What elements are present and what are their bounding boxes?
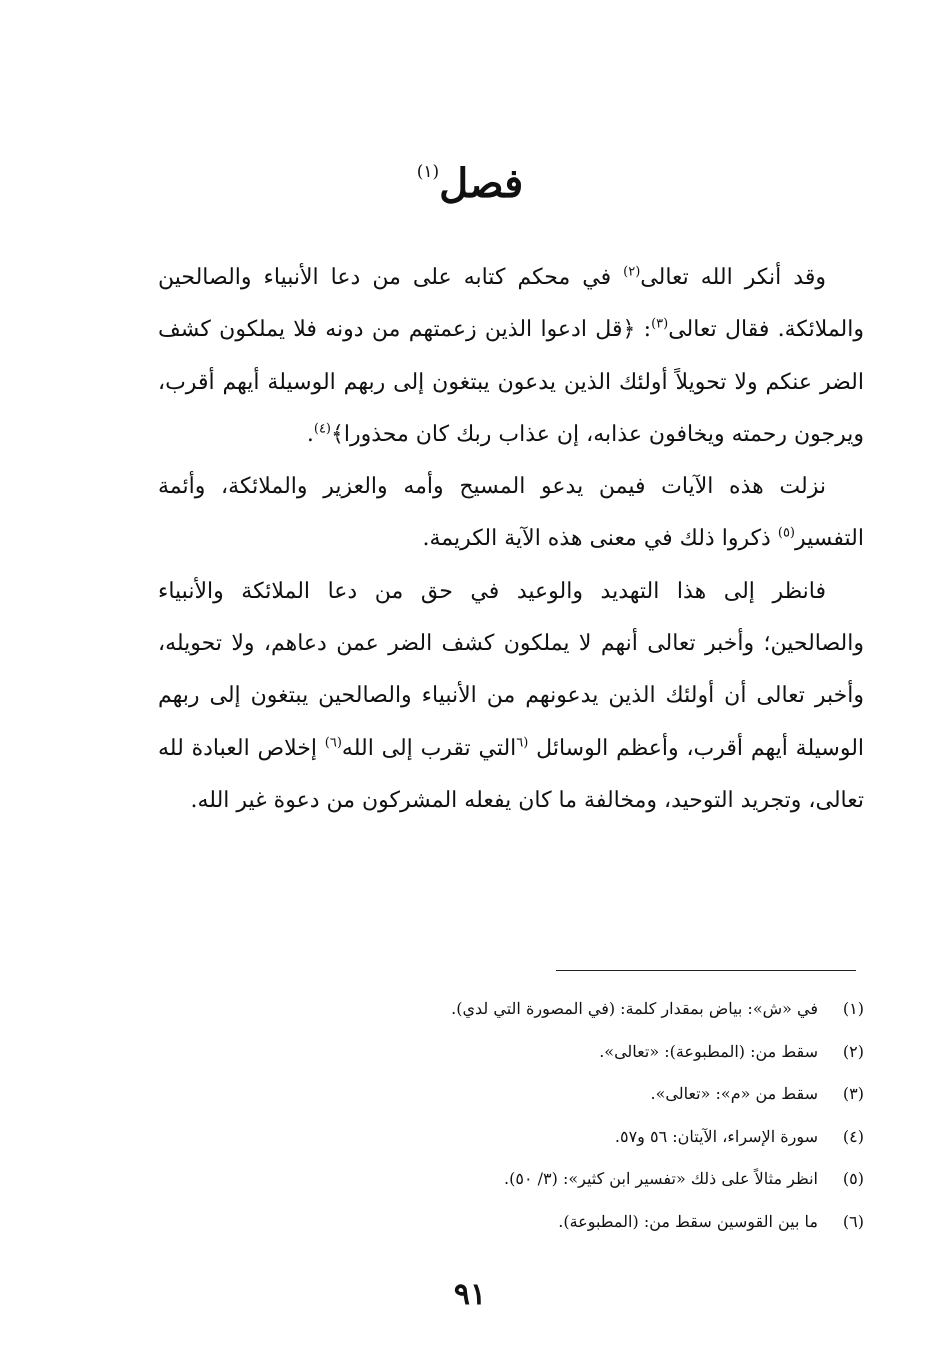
footnote-text: سقط من: (المطبوعة): «تعالى». xyxy=(599,1041,818,1061)
text-run: نزلت هذه الآيات فيمن يدعو المسيح وأمه والعزير والملائكة، وأئمة التفسير xyxy=(158,474,864,552)
text-run: . xyxy=(306,421,314,447)
footnote-text: سورة الإسراء، الآيتان: ٥٦ و٥٧. xyxy=(614,1126,818,1146)
footnote-item xyxy=(200,1201,864,1244)
footnote-number: (٤) xyxy=(842,1126,864,1146)
footnote-text: في «ش»: بياض بمقدار كلمة: (في المصورة التي لدي). xyxy=(451,999,818,1018)
footnote-ref: (٤) xyxy=(313,421,331,437)
footnote-ref: (٢) xyxy=(623,264,641,280)
heading-footnote-ref: (١) xyxy=(416,162,440,182)
footnote-item xyxy=(200,1073,864,1116)
paragraph xyxy=(158,566,864,827)
text-run: في محكم كتابه على من دعا الأنبياء والصالحين والملائكة. فقال تعالى xyxy=(158,265,864,343)
footnote-ref: (٣) xyxy=(651,316,669,332)
text-run: ذكروا ذلك في معنى هذه الآية الكريمة. xyxy=(422,526,778,552)
footnote-number: (٢) xyxy=(842,1041,864,1061)
text-run: : ﴿قل ادعوا الذين زعمتهم من دونه فلا يملكون كشف الضر عنكم ولا تحويلاً أولئك الذين يدعون يبتغون إلى ربهم الوسيلة أيهم أقرب، ويرجون رحمته ويخافون عذابه، إن عذاب ربك كان محذورا﴾ xyxy=(158,317,864,447)
paragraph xyxy=(158,252,864,461)
text-run: التي تقرب إلى الله xyxy=(341,735,517,761)
footnote-number: (٥) xyxy=(842,1169,864,1188)
footnote-number: (١) xyxy=(842,999,864,1018)
footnote-ref: (٦ xyxy=(516,735,529,751)
footnote-item xyxy=(200,1116,864,1159)
footnote-item xyxy=(200,1031,864,1074)
footnote-item xyxy=(200,988,864,1031)
footnote-ref: (٥) xyxy=(777,526,795,542)
paragraph xyxy=(158,461,864,566)
footnotes-section xyxy=(200,988,864,1243)
footnote-number: (٣) xyxy=(842,1084,864,1103)
footnote-ref: (٦) xyxy=(324,735,342,751)
section-heading xyxy=(0,142,940,214)
section-title: فصل xyxy=(439,160,524,207)
footnote-text: انظر مثالاً على ذلك «تفسير ابن كثير»: (٣/ ٥٠). xyxy=(504,1169,818,1188)
text-run: وقد أنكر الله تعالى xyxy=(640,265,826,290)
main-text xyxy=(158,252,864,827)
text-run: فانظر إلى هذا التهديد والوعيد في حق من دعا الملائكة والأنبياء والصالحين؛ وأخبر تعالى أنهم لا يملكون كشف الضر عمن دعاهم، ولا تحويله، وأخبر تعالى أن أولئك الذين يدعونهم من الأنبياء والصالحين يبتغون إلى ربهم الوسيلة أيهم أقرب، وأعظم الوسائل xyxy=(158,578,865,761)
footnote-item xyxy=(200,1158,864,1201)
page-number: ٩١ xyxy=(453,1277,487,1312)
text-run: إخلاص العبادة لله تعالى، وتجريد التوحيد، ومخالفة ما كان يفعله المشركون من دعوة غير الله. xyxy=(158,735,864,813)
footnote-separator xyxy=(556,970,856,971)
footnote-number: (٦) xyxy=(842,1211,864,1231)
footnote-text: ما بين القوسين سقط من: (المطبوعة). xyxy=(558,1211,818,1231)
footnote-text: سقط من «م»: «تعالى». xyxy=(650,1084,818,1103)
